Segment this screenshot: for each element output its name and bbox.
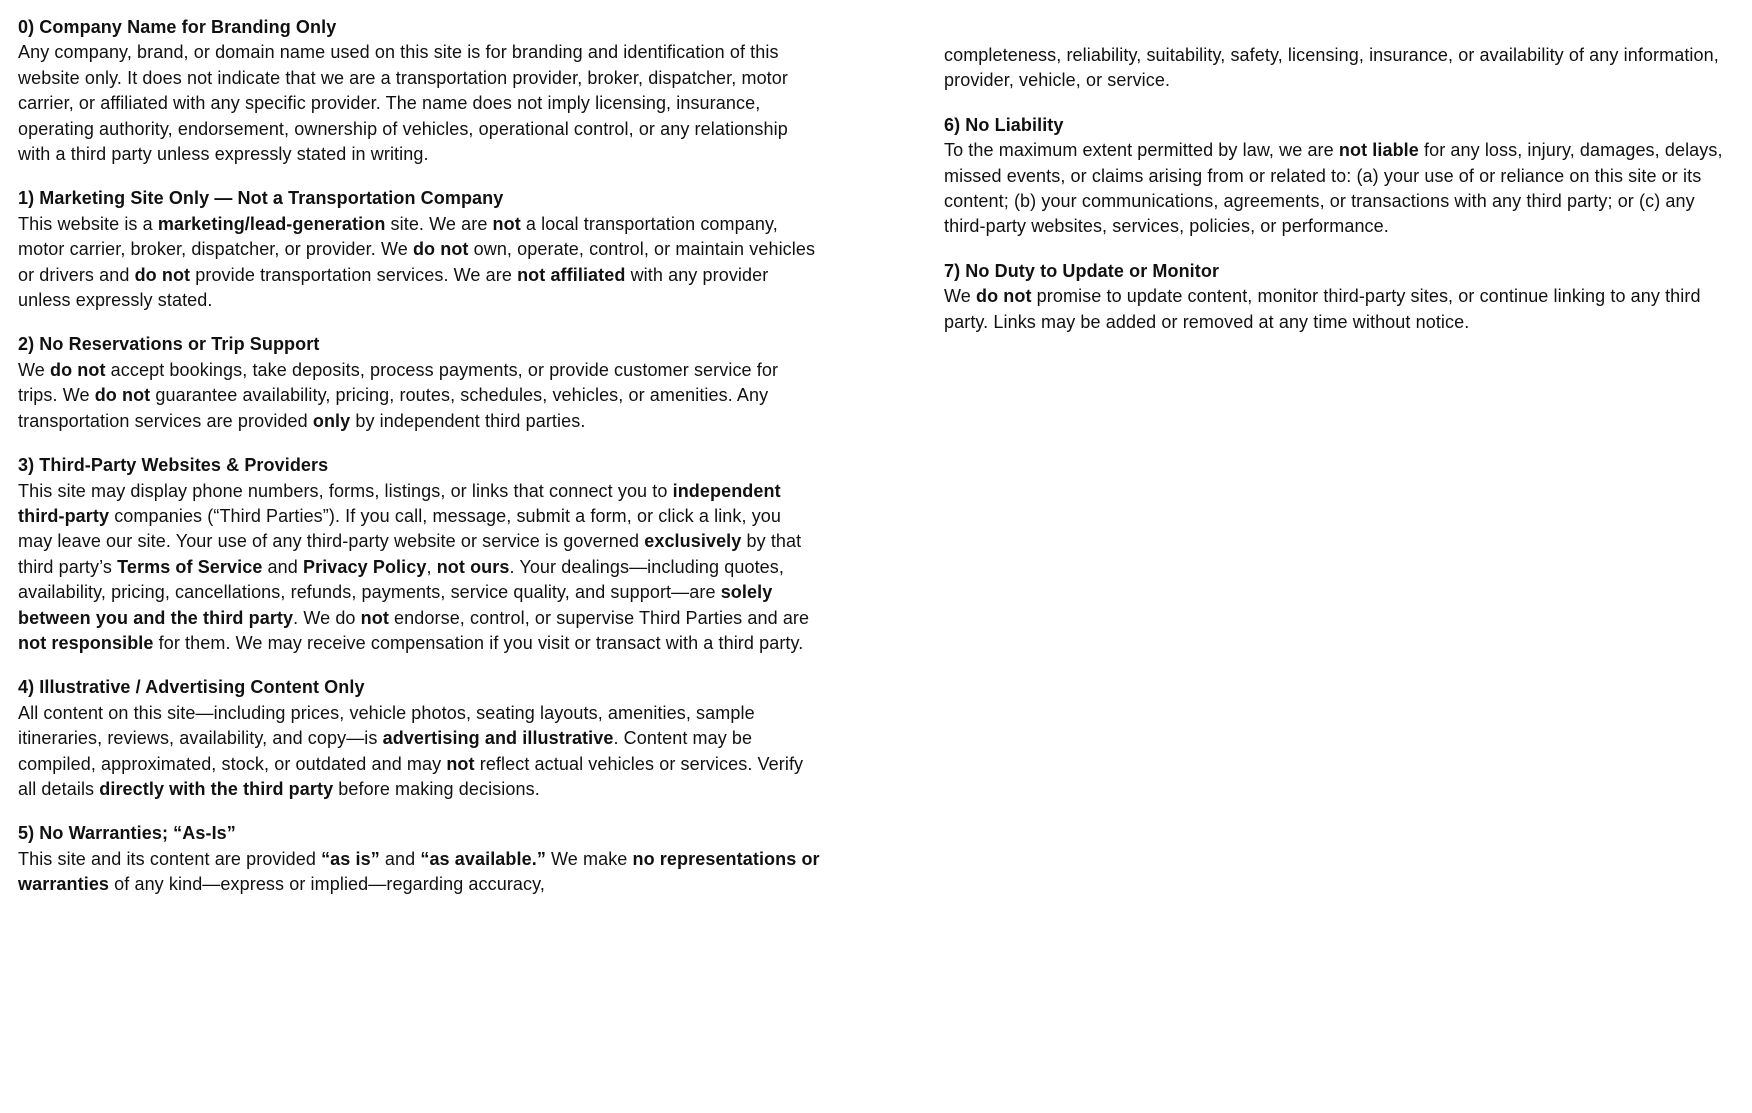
section-3-third-party-websites-and-providers	[18, 453, 820, 656]
bold-text-run: no representations or warranties	[18, 848, 820, 895]
text-run: . Content may be compiled, approximated, stock, or outdated and may	[18, 728, 753, 774]
text-run: This site may display phone numbers, forms, listings, or links that connect you to	[18, 480, 673, 501]
text-run: This site and its content are provided	[18, 848, 322, 869]
bold-text-run: not liable	[1338, 140, 1419, 161]
text-run: site. We are	[385, 213, 493, 234]
text-run: by that third party’s	[18, 531, 802, 577]
section-paragraph	[18, 40, 820, 167]
text-run: own, operate, control, or maintain vehicles or drivers and	[18, 239, 816, 285]
right-column	[944, 43, 1732, 335]
bold-text-run: exclusively	[644, 531, 742, 552]
text-run: for them. We may receive compensation if you visit or transact with a third party.	[153, 632, 804, 653]
section-paragraph	[944, 138, 1732, 240]
bold-text-run: directly with the third party	[99, 778, 334, 799]
section-heading: 7) No Duty to Update or Monitor	[944, 260, 1220, 281]
text-run: We	[944, 286, 976, 307]
text-run: completeness, reliability, suitability, safety, licensing, insurance, or availability of any information, provider, vehicle, or service.	[944, 45, 1719, 91]
bold-text-run: marketing/lead-generation	[157, 213, 386, 234]
bold-text-run: advertising and illustrative	[382, 728, 614, 749]
bold-text-run: not	[492, 213, 521, 234]
section-0-company-name-for-branding-only	[18, 15, 820, 167]
bold-text-run: independent third-party	[18, 480, 781, 526]
section-heading: 0) Company Name for Branding Only	[18, 17, 337, 37]
bold-text-run: do not	[975, 286, 1032, 307]
section-heading: 1) Marketing Site Only — Not a Transportation Company	[18, 188, 504, 209]
bold-text-run: not affiliated	[517, 264, 626, 285]
section-5-continuation	[944, 43, 1732, 94]
text-run: guarantee availability, pricing, routes, schedules, vehicles, or amenities. Any transportation services are provided	[18, 385, 769, 431]
section-2-no-reservations-or-trip-support	[18, 332, 820, 434]
bold-text-run: do not	[49, 359, 106, 380]
bold-text-run: Privacy Policy	[303, 556, 427, 577]
section-6-no-liability	[944, 113, 1732, 240]
section-4-illustrative-advertising-content-only	[18, 675, 820, 802]
bold-text-run: not responsible	[18, 632, 154, 653]
text-run: All content on this site—including prices, vehicle photos, seating layouts, amenities, sample itineraries, reviews, availability, and copy—is	[18, 702, 755, 749]
bold-text-run: not	[360, 607, 389, 628]
section-paragraph	[944, 284, 1732, 335]
bold-text-run: not ours	[436, 556, 510, 577]
text-run: accept bookings, take deposits, process payments, or provide customer service for trips. We	[18, 359, 779, 406]
text-run: . We do	[293, 607, 361, 628]
text-run: promise to update content, monitor third-party sites, or continue linking to any third party. Links may be added or removed at any time without notice.	[944, 286, 1701, 332]
section-paragraph	[18, 212, 820, 314]
text-run: companies (“Third Parties”). If you call, message, submit a form, or click a link, you may leave our site. Your use of any third-party website or service is governed	[18, 505, 782, 552]
section-paragraph	[18, 479, 820, 657]
bold-text-run: do not	[412, 239, 469, 260]
text-run: We make	[545, 848, 633, 869]
text-run: endorse, control, or supervise Third Parties and are	[388, 607, 810, 628]
text-run: provide transportation services. We are	[190, 264, 518, 285]
section-heading: 6) No Liability	[944, 114, 1064, 135]
section-heading: 2) No Reservations or Trip Support	[18, 334, 320, 355]
section-paragraph	[18, 701, 820, 803]
section-heading: 4) Illustrative / Advertising Content Only	[18, 677, 365, 698]
section-1-marketing-site-only	[18, 186, 820, 313]
text-run: We	[18, 359, 50, 380]
text-run: reflect actual vehicles or services. Verify all details	[18, 753, 804, 799]
section-paragraph	[18, 847, 820, 898]
bold-text-run: Terms of Service	[117, 556, 263, 577]
bold-text-run: not	[446, 753, 475, 774]
text-run: for any loss, injury, damages, delays, missed events, or claims arising from or related to: (a) your use of or reliance on this site or its content; (b) your communications, agreements, or transactions with any third party; or (c) any third-party websites, services, policies, or performance.	[944, 140, 1723, 237]
bold-text-run: do not	[134, 264, 191, 285]
text-run: before making decisions.	[333, 778, 540, 799]
section-heading: 5) No Warranties; “As-Is”	[18, 823, 236, 844]
section-heading: 3) Third-Party Websites & Providers	[18, 455, 329, 476]
bold-text-run: only	[312, 410, 351, 431]
bold-text-run: solely between you and the third party	[18, 582, 773, 628]
text-run: of any kind—express or implied—regarding accuracy,	[109, 874, 546, 895]
text-run: This website is a	[18, 213, 158, 234]
bold-text-run: “as available.”	[420, 848, 546, 869]
text-run: ,	[426, 556, 437, 577]
text-run: a local transportation company, motor carrier, broker, dispatcher, or provider. We	[18, 213, 778, 260]
bold-text-run: do not	[94, 385, 151, 406]
section-paragraph	[944, 43, 1732, 94]
section-paragraph	[18, 358, 820, 434]
text-run: and	[262, 556, 303, 577]
section-7-no-duty-to-update-or-monitor	[944, 259, 1732, 335]
text-run: with any provider unless expressly stated.	[18, 264, 769, 311]
text-run: by independent third parties.	[350, 410, 586, 431]
text-run: . Your dealings—including quotes, availability, pricing, cancellations, refunds, payments, service quality, and support—are	[18, 556, 784, 603]
text-run: and	[379, 848, 421, 869]
left-column	[18, 15, 820, 898]
section-5-no-warranties-as-is	[18, 821, 820, 897]
bold-text-run: “as is”	[321, 848, 380, 869]
text-run: To the maximum extent permitted by law, we are	[944, 140, 1339, 161]
text-run: Any company, brand, or domain name used on this site is for branding and identification of this website only. It does not indicate that we are a transportation provider, broker, dispatcher, motor carrier, or affiliated with any specific provider. The name does not imply licensing, insurance, operating authority, endorsement, ownership of vehicles, operational control, or any relationship with a third party unless expressly stated in writing.	[18, 42, 788, 165]
